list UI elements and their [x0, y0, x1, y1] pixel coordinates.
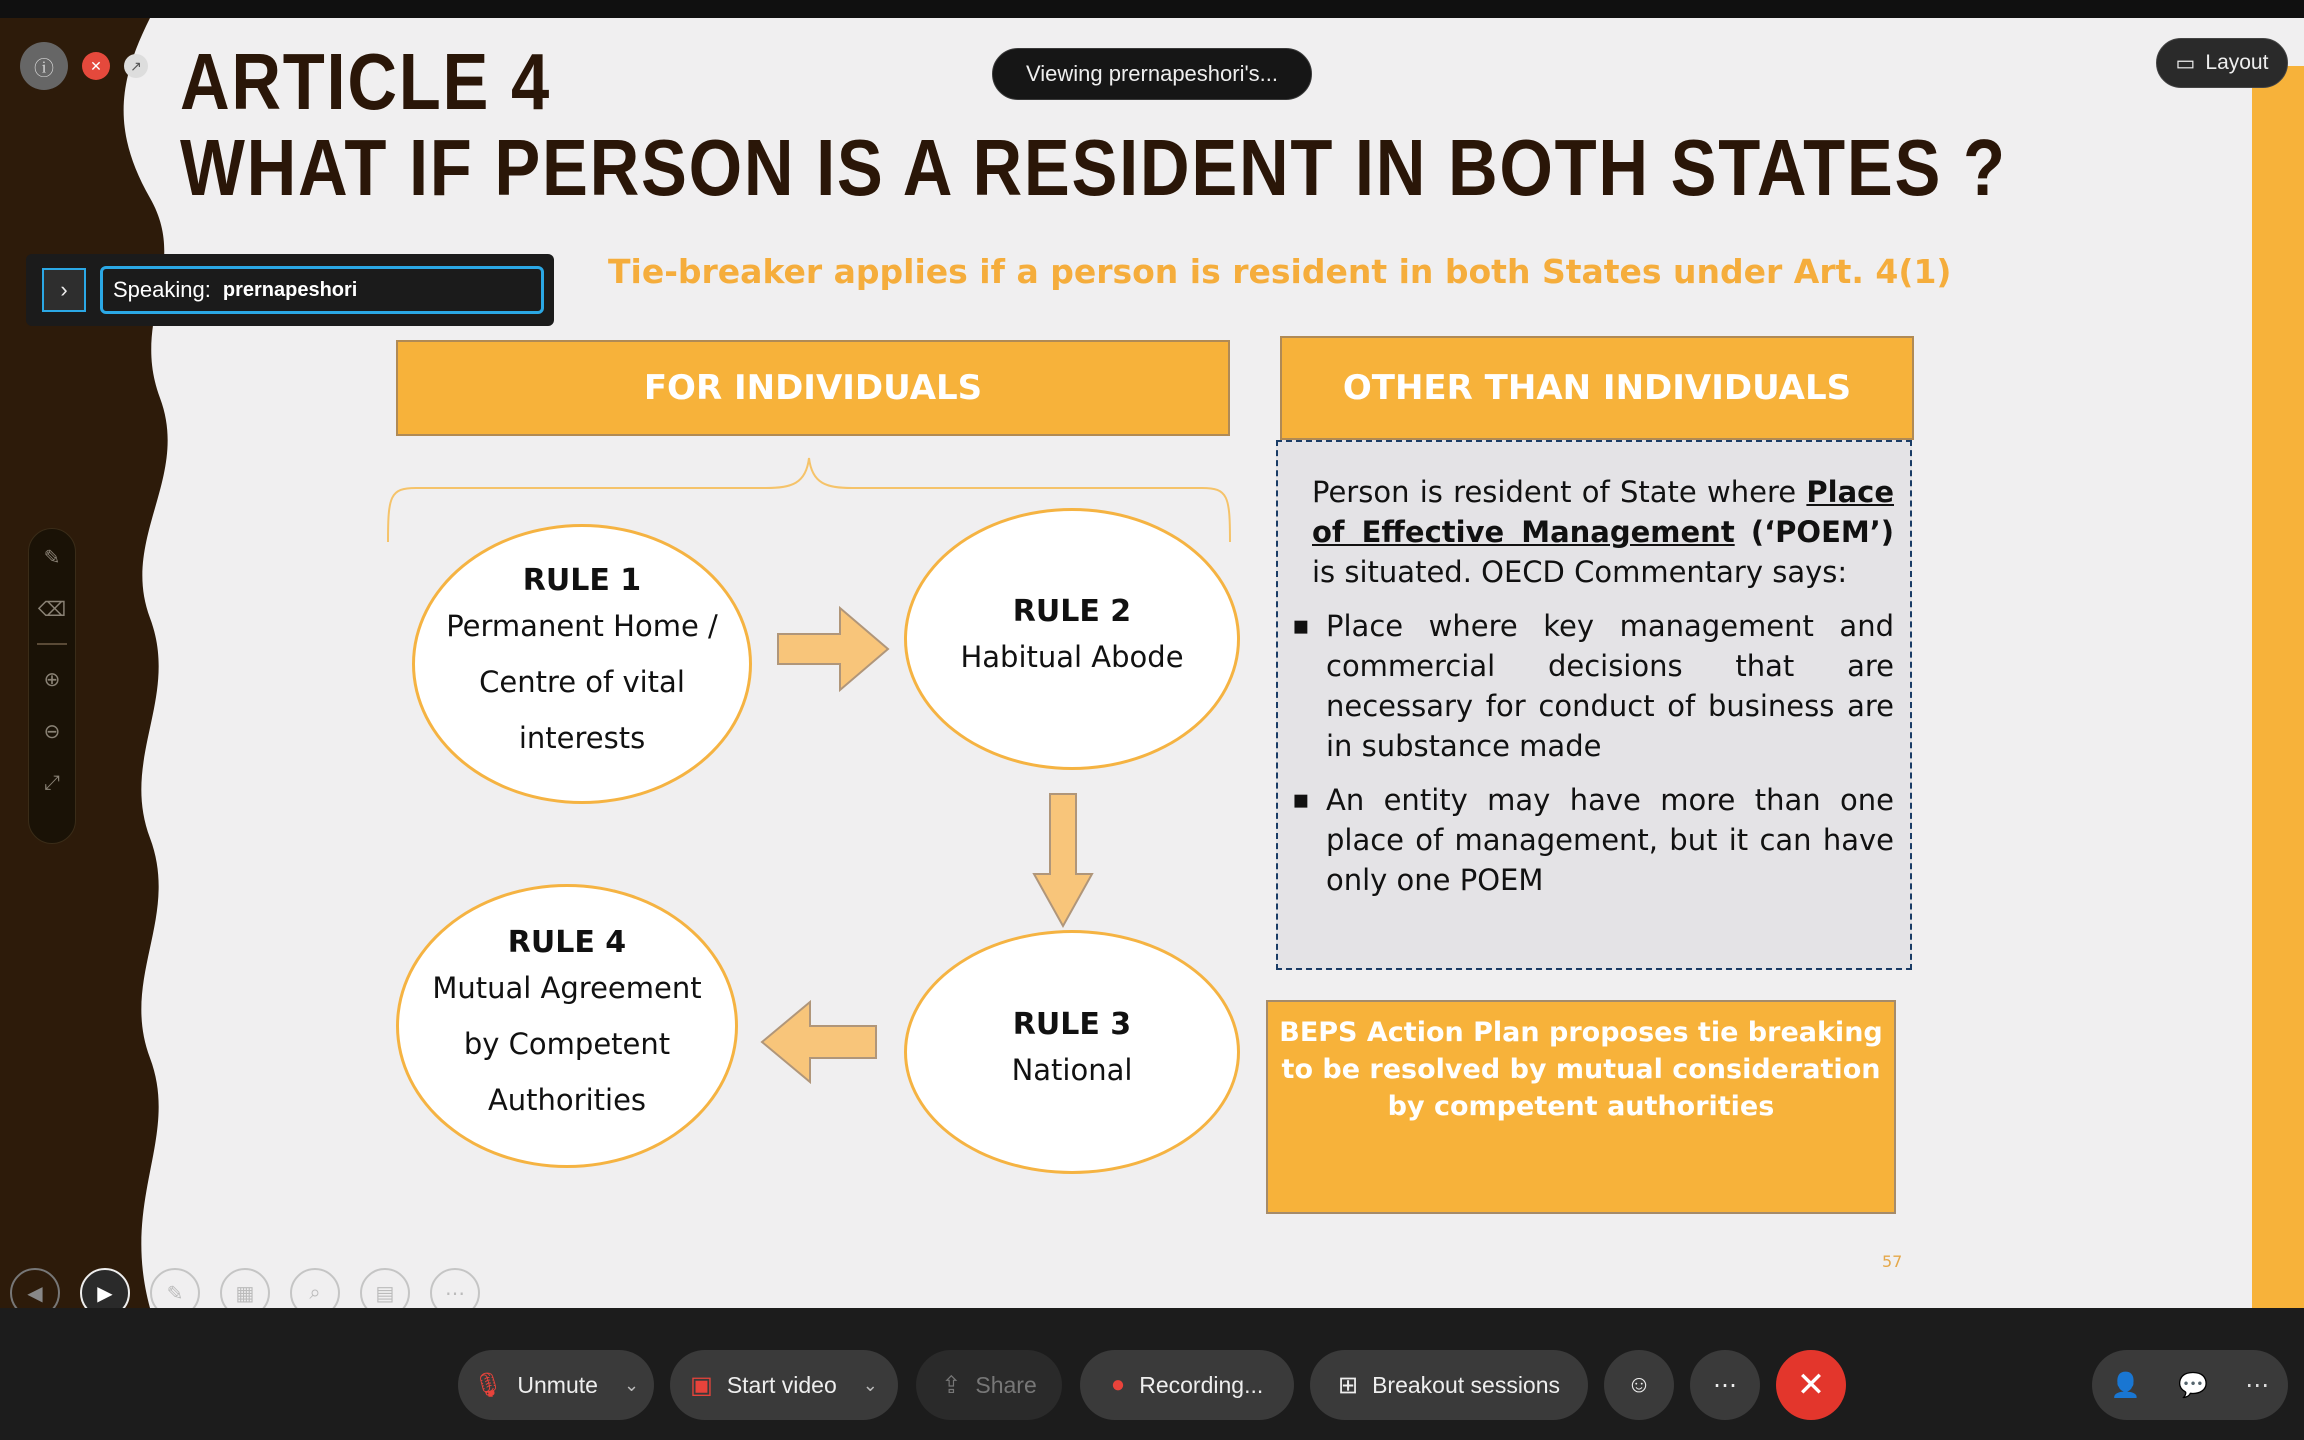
poem-intro-pre: Person is resident of State where [1312, 475, 1807, 509]
rule4-line1: Mutual Agreement [432, 970, 702, 1005]
side-panel-controls [2092, 1350, 2288, 1420]
speaking-indicator [26, 254, 554, 326]
share-button[interactable] [916, 1350, 1062, 1420]
zoom-out-icon[interactable]: ⊖ [43, 720, 61, 743]
others-header-label: OTHER THAN INDIVIDUALS [1342, 368, 1852, 408]
more-dots-icon[interactable]: ⋯ [430, 1268, 480, 1308]
emoji-icon: ☺ [1626, 1371, 1652, 1398]
annotation-toolbar [28, 528, 76, 844]
speaking-label: Speaking: [113, 277, 211, 302]
individuals-header-label: FOR INDIVIDUALS [643, 368, 983, 408]
more-options-button[interactable] [1690, 1350, 1760, 1420]
share-icon: ⇪ [941, 1371, 962, 1399]
captions-icon[interactable]: ▤ [360, 1268, 410, 1308]
breakout-label: Breakout sessions [1372, 1371, 1561, 1398]
search-icon[interactable]: ⌕ [290, 1268, 340, 1308]
rule2-line1: Habitual Abode [960, 639, 1184, 674]
zoom-in-icon[interactable]: ⊕ [43, 668, 61, 691]
layout-icon: ▭ [2175, 51, 2196, 75]
rule4-line3: Authorities [487, 1082, 647, 1117]
pin-icon[interactable]: ↗ [124, 54, 148, 78]
unmute-button[interactable] [458, 1350, 654, 1420]
end-call-button[interactable] [1776, 1350, 1846, 1420]
poem-bullet-2: ▪ An entity may have more than one place of management, but it can have only one POEM [1312, 780, 1894, 900]
poem-intro [1312, 472, 1894, 592]
more-dots-icon[interactable]: ⋯ [2245, 1371, 2270, 1399]
arrow-left [758, 1000, 878, 1084]
fit-screen-icon[interactable]: ⤢ [44, 771, 60, 794]
mic-muted-icon: 🎙 [472, 1371, 504, 1399]
slide-left-decoration [0, 18, 180, 1308]
start-video-label: Start video [726, 1371, 837, 1398]
start-video-button[interactable] [670, 1350, 898, 1420]
poem-intro-bold: Place of Effective Management [1312, 475, 1894, 549]
slide-nav [10, 1268, 480, 1308]
rule4-oval [396, 884, 738, 1168]
pen-icon[interactable]: ✎ [150, 1268, 200, 1308]
poem-bullets [1312, 606, 1894, 900]
close-dot-icon[interactable]: ✕ [82, 52, 110, 80]
shared-slide [0, 18, 2304, 1308]
others-header [1280, 336, 1914, 440]
rule2-title: RULE 2 [1012, 593, 1132, 629]
info-icon[interactable]: ⓘ [20, 42, 68, 90]
rule3-oval [904, 930, 1240, 1174]
previous-slide-icon[interactable]: ◀ [10, 1268, 60, 1308]
recording-label: Recording... [1139, 1371, 1264, 1398]
arrow-down [1030, 792, 1096, 930]
layout-button[interactable] [2156, 38, 2288, 88]
rule3-title: RULE 3 [1012, 1006, 1132, 1042]
record-icon: ● [1110, 1371, 1126, 1398]
rule1-line2: Centre of vital [479, 664, 685, 699]
page-number: 57 [1882, 1252, 1903, 1271]
annotate-icon[interactable]: ✎ [43, 546, 61, 569]
speaker-name: prernapeshori [222, 278, 358, 301]
eraser-icon[interactable]: ⌫ [37, 598, 67, 621]
poem-intro-abbr: (‘POEM’) [1750, 515, 1895, 549]
reactions-button[interactable] [1604, 1350, 1674, 1420]
rule2-oval [904, 508, 1240, 770]
layout-label: Layout [2205, 51, 2269, 74]
poem-intro-post: is situated. OECD Commentary says: [1312, 555, 1848, 589]
poem-intro-mid [1735, 515, 1751, 549]
chevron-down-icon[interactable]: ⌄ [623, 1374, 640, 1395]
more-dots-icon: ⋯ [1713, 1371, 1737, 1399]
rule1-oval [412, 524, 752, 804]
poem-bullet-1: ▪ Place where key management and commercial decisions that are necessary for conduct of business are in substance made [1312, 606, 1894, 766]
beps-note: BEPS Action Plan proposes tie breaking to be resolved by mutual consideration by competent authorities [1266, 1000, 1896, 1214]
breakout-icon: ⊞ [1337, 1371, 1359, 1399]
chevron-down-icon[interactable]: ⌄ [862, 1374, 878, 1395]
slides-grid-icon[interactable]: ▦ [220, 1268, 270, 1308]
unmute-label: Unmute [517, 1371, 598, 1398]
toolbar-divider [37, 643, 67, 645]
window-controls [20, 42, 148, 90]
expand-chevron-icon[interactable]: › [42, 268, 86, 312]
breakout-button[interactable] [1310, 1350, 1588, 1420]
slide-right-bar [2252, 66, 2304, 1308]
poem-box [1276, 440, 1912, 970]
viewing-label: Viewing prernapeshori's... [1025, 61, 1279, 86]
rule1-line3: interests [518, 720, 646, 755]
rule1-title: RULE 1 [522, 562, 642, 598]
participants-icon[interactable]: 👤 [2110, 1371, 2141, 1399]
next-slide-icon[interactable]: ▶ [80, 1268, 130, 1308]
chat-icon[interactable]: 💬 [2178, 1371, 2208, 1399]
top-strip [0, 0, 2304, 18]
recording-button[interactable] [1080, 1350, 1294, 1420]
slide-subtitle: Tie-breaker applies if a person is resident in both States under Art. 4(1) [608, 252, 1952, 291]
viewing-pill [992, 48, 1312, 100]
rule1-line1: Permanent Home / [446, 608, 718, 643]
individuals-header [396, 340, 1230, 436]
rule4-title: RULE 4 [507, 924, 627, 960]
rule4-line2: by Competent [463, 1026, 671, 1061]
slide-title-line2: WHAT IF PERSON IS A RESIDENT IN BOTH STATES ? [180, 123, 2007, 212]
rule3-line1: National [1011, 1052, 1133, 1087]
speaking-field [100, 266, 544, 314]
slide-title-line1: ARTICLE 4 [180, 37, 551, 126]
close-icon: ✕ [1796, 1366, 1826, 1404]
share-label: Share [975, 1371, 1037, 1398]
arrow-right [776, 604, 892, 694]
video-off-icon: ▣ [690, 1371, 713, 1399]
